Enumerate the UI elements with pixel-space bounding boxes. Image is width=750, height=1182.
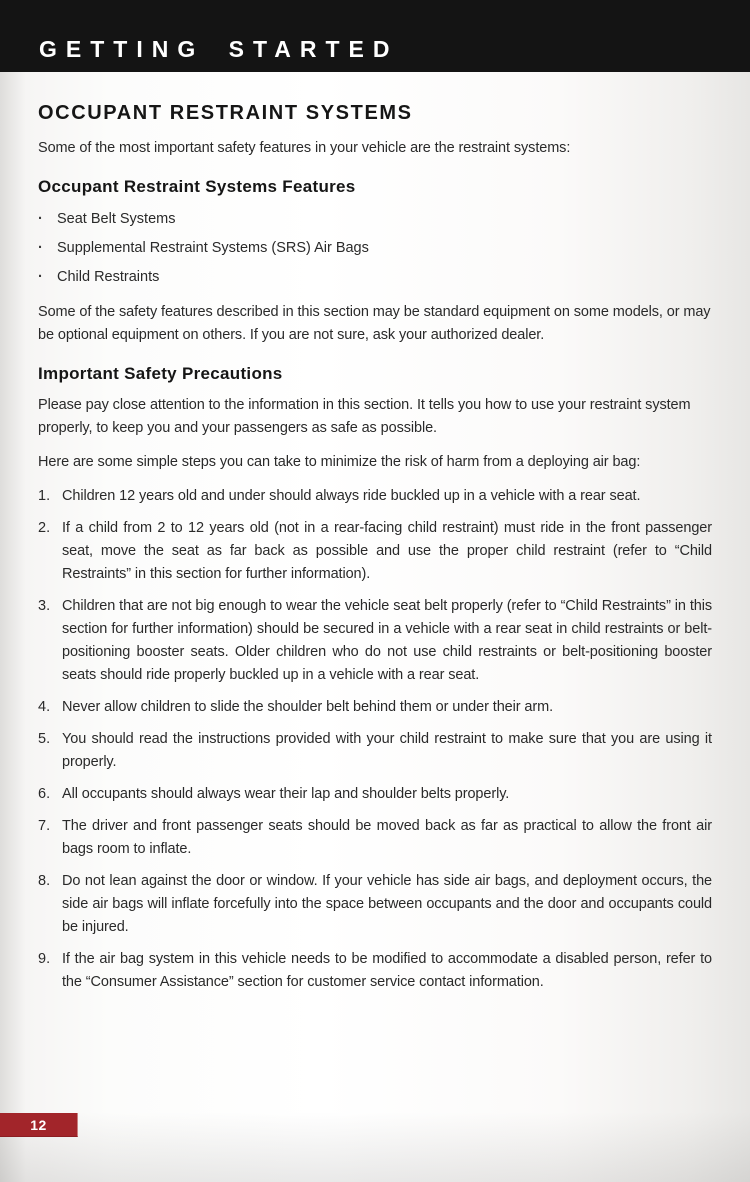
features-note-paragraph: Some of the safety features described in this section may be standard equipment on some models, or may be optional equipment on others. If you are not sure, ask your authorized dealer.	[38, 303, 711, 343]
step-number: 1.	[38, 488, 51, 505]
bullet-icon: ·	[38, 268, 43, 285]
step-item	[38, 517, 712, 586]
step-item	[38, 485, 712, 508]
page-number: 12	[30, 1116, 47, 1133]
step-number: 5.	[38, 731, 51, 748]
step-number: 8.	[38, 873, 51, 890]
list-item-label: Seat Belt Systems	[57, 210, 176, 227]
list-item	[38, 237, 712, 260]
step-item	[38, 728, 712, 774]
step-item	[38, 815, 712, 861]
bullet-icon: ·	[38, 210, 43, 227]
step-item	[38, 870, 712, 939]
safety-steps-list	[38, 485, 712, 994]
step-number: 4.	[38, 699, 51, 716]
list-item	[38, 208, 712, 231]
features-list	[38, 208, 712, 289]
step-number: 6.	[38, 786, 51, 803]
step-text: Never allow children to slide the shoulder belt behind them or under their arm.	[62, 699, 554, 716]
step-number: 2.	[38, 520, 51, 537]
page-number-badge	[0, 1113, 78, 1137]
step-text: You should read the instructions provided with your child restraint to make sure that you are using it properly.	[62, 731, 712, 771]
page-title: OCCUPANT RESTRAINT SYSTEMS	[38, 102, 413, 124]
steps-intro-paragraph: Here are some simple steps you can take to minimize the risk of harm from a deploying air bag:	[38, 454, 641, 471]
section-title: GETTING STARTED	[39, 36, 399, 62]
step-text: Do not lean against the door or window. If your vehicle has side air bags, and deployment occurs, the side air bags will inflate forcefully into the space between occupants and the door and occupants could be injured.	[62, 873, 712, 936]
section-header-band	[0, 0, 750, 72]
list-item-label: Child Restraints	[57, 268, 160, 285]
step-text: Children 12 years old and under should always ride buckled up in a vehicle with a rear seat.	[62, 488, 641, 505]
list-item-label: Supplemental Restraint Systems (SRS) Air Bags	[57, 239, 369, 256]
step-number: 7.	[38, 818, 51, 835]
step-text: The driver and front passenger seats should be moved back as far as practical to allow the front air bags room to inflate.	[62, 818, 712, 858]
step-number: 9.	[38, 951, 51, 968]
intro-paragraph: Some of the most important safety features in your vehicle are the restraint systems:	[38, 140, 571, 156]
step-item	[38, 696, 712, 719]
page-content	[0, 72, 750, 994]
precautions-intro-paragraph: Please pay close attention to the information in this section. It tells you how to use your restraint system properly, to keep you and your passengers as safe as possible.	[38, 397, 691, 437]
bullet-icon: ·	[38, 239, 43, 256]
step-item	[38, 948, 712, 994]
step-number: 3.	[38, 598, 51, 615]
step-text: If a child from 2 to 12 years old (not in a rear-facing child restraint) must ride in the front passenger seat, move the seat as far back as possible and use the proper child restraint (refer to “Child Restraints” in this section for further information).	[62, 520, 712, 583]
step-text: If the air bag system in this vehicle needs to be modified to accommodate a disabled person, refer to the “Consumer Assistance” section for customer service contact information.	[62, 951, 712, 991]
step-text: All occupants should always wear their lap and shoulder belts properly.	[62, 786, 510, 803]
step-item	[38, 595, 712, 687]
step-item	[38, 783, 712, 806]
precautions-heading: Important Safety Precautions	[38, 363, 283, 383]
list-item	[38, 266, 712, 289]
features-heading: Occupant Restraint Systems Features	[38, 177, 356, 196]
step-text: Children that are not big enough to wear the vehicle seat belt properly (refer to “Child Restraints” in this section for further information) should be secured in a vehicle with a rear seat in child restraints or belt-positioning booster seats. Older children who do not use child restraints or belt-positioning booster seats should ride properly buckled up in a vehicle with a rear seat.	[62, 598, 712, 684]
